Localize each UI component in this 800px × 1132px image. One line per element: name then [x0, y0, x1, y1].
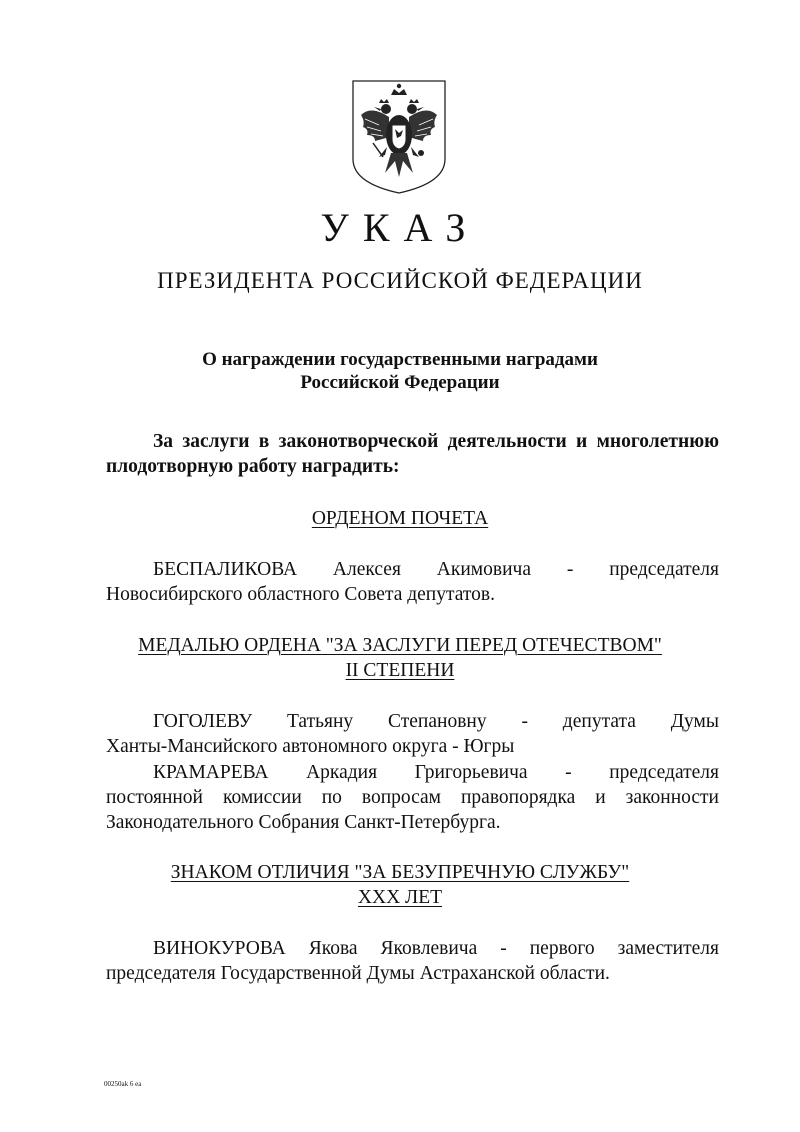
- award-heading-line: II СТЕПЕНИ: [345, 660, 455, 681]
- intro-line: За заслуги в законотворческой деятельности и многолетнюю: [153, 431, 719, 452]
- heading-line: О награждении государственными наградами: [202, 349, 598, 370]
- recipient-entry: [106, 936, 719, 986]
- recipient-line: председателя Государственной Думы Астраханской области.: [106, 963, 610, 984]
- intro-line: плодотворную работу наградить:: [106, 456, 400, 477]
- document-heading: [0, 348, 800, 394]
- recipient-line: ВИНОКУРОВА Якова Яковлевича - первого заместителя: [153, 938, 719, 959]
- coat-of-arms-emblem: [349, 77, 449, 195]
- award-heading: [0, 506, 800, 531]
- award-heading-line: XXX ЛЕТ: [357, 887, 443, 908]
- award-heading: [0, 633, 800, 683]
- recipient-line: Новосибирского областного Совета депутатов.: [106, 584, 496, 605]
- document-title: УКАЗ: [320, 205, 480, 250]
- recipient-line: Ханты-Мансийского автономного округа - Югры: [106, 736, 515, 757]
- recipient-entry: [106, 760, 719, 835]
- recipient-line: Законодательного Собрания Санкт-Петербурга.: [106, 812, 501, 833]
- recipient-entry: [106, 557, 719, 607]
- recipient-line: КРАМАРЕВА Аркадия Григорьевича - председателя: [153, 762, 719, 783]
- document-subtitle: ПРЕЗИДЕНТА РОССИЙСКОЙ ФЕДЕРАЦИИ: [157, 268, 643, 293]
- recipient-line: БЕСПАЛИКОВА Алексея Акимовича - председателя: [153, 559, 719, 580]
- award-heading-line: ОРДЕНОМ ПОЧЕТА: [311, 508, 489, 529]
- heading-line: Российской Федерации: [300, 372, 500, 393]
- recipient-entry: [106, 709, 719, 759]
- award-heading-line: ЗНАКОМ ОТЛИЧИЯ "ЗА БЕЗУПРЕЧНУЮ СЛУЖБУ": [170, 862, 630, 883]
- footer-code: 00250ak 6 ea: [104, 1080, 142, 1088]
- award-heading-line: МЕДАЛЬЮ ОРДЕНА "ЗА ЗАСЛУГИ ПЕРЕД ОТЕЧЕСТВОМ": [138, 635, 662, 656]
- recipient-line: постоянной комиссии по вопросам правопорядка и законности: [106, 787, 719, 808]
- intro-paragraph: [106, 429, 719, 479]
- award-heading: [0, 860, 800, 910]
- recipient-line: ГОГОЛЕВУ Татьяну Степановну - депутата Думы: [153, 711, 719, 732]
